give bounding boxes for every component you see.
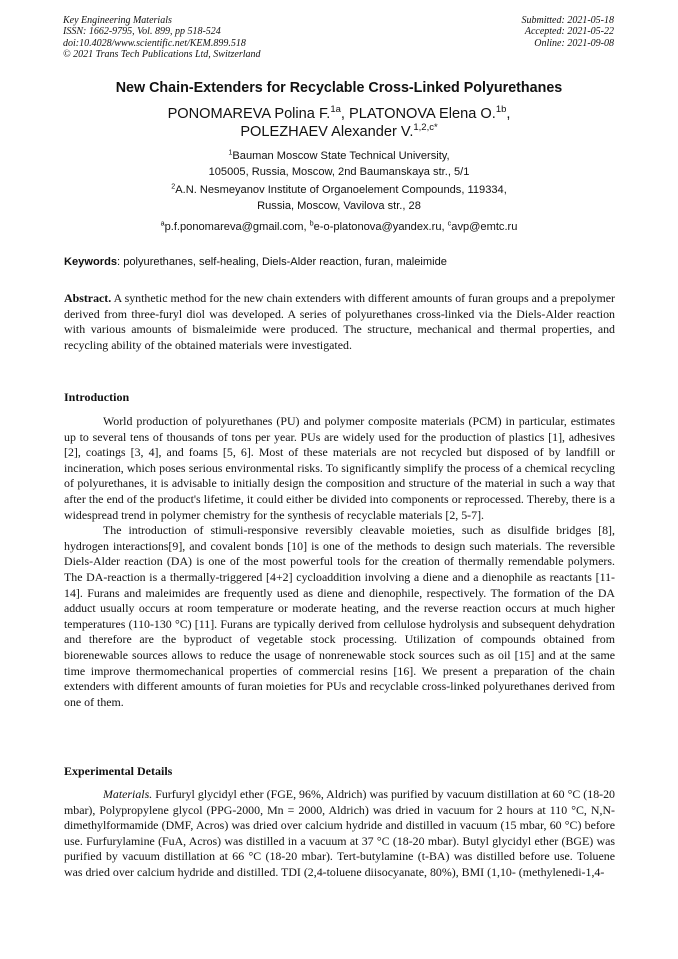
keywords-label: Keywords (64, 256, 118, 268)
introduction-body (64, 414, 615, 710)
email-address[interactable]: avp@emtc.ru (451, 221, 518, 233)
author-emails (0, 220, 678, 236)
email-mark: c (447, 218, 452, 228)
experimental-body (64, 787, 615, 881)
email-mark: a (160, 218, 165, 228)
materials-label: Materials. (103, 787, 153, 801)
keywords (64, 256, 616, 268)
paragraph: World production of polyurethanes (PU) and polymer composite materials (PCM) in particular, estimates up to several tens of thousands of tons per year. PUs are widely used for the production of plastics [1], adhesives [2], coatings [3, 4], and foams [5, 6]. Most of these materials are not recycled but disposed of by landfill or incineration, which poses serious environmental risks. To significantly simplify the process of a chemical recycling of polyurethanes, it is advisable to initially design the composition and structure of the material in such a way that after the end of the product's lifetime, it could either be divided into components or reprocessed. Thereby, there is a widespread trend in polymer chemistry for the synthesis of recyclable materials [2, 5-7]. (64, 414, 615, 522)
paragraph: The introduction of stimuli-responsive reversibly cleavable moieties, such as disulfide bridges [8], hydrogen interactions[9], and covalent bonds [10] is one of the methods to design such materials. The reversible Diels-Alder reaction (DA) is one of the most powerful tools for the creation of thermally remendable polymers. The DA-reaction is a thermally-triggered [4+2] cycloaddition involving a diene and a dienophile as reactants [11-14]. Furans and maleimides are frequently used as diene and dienophile, respectively. The formation of the DA adduct usually occurs at room temperature or moderate heating, and the reverse reaction occurs at much higher temperatures (110-130 °C) [11]. Furans are typically derived from cellulose hydrolysis and subsequent dehydration and therefore are the byproduct of vegetable stock processing. Utilization of compounds obtained from biorenewable sources allows to reduce the usage of nonrenewable stock sources such as oil [15] and at the same time improve thermomechanical properties of commercial resins [16]. We present a preparation of the chain extenders with different amounts of furan moieties for PUs and recyclable cross-linked polyurethanes derived from one of them. (64, 523, 615, 709)
date-accepted: Accepted: 2021-05-22 (524, 26, 614, 38)
submission-dates (522, 15, 615, 49)
date-online: Online: 2021-09-08 (534, 37, 614, 49)
paragraph-text: Furfuryl glycidyl ether (FGE, 96%, Aldrich) was purified by vacuum distillation at 60 °C (18-20 mbar), Polypropylene glycol (PPG-2000, Mn = 2000, Aldrich) was dried in vacuum for 2 hours at 110 °C, N,N-dimethylformamide (DMF, Acros) was dried over calcium hydride and distilled in vacuum (15 mbar, 60 °C) before use. Furfurylamine (FuA, Acros) was distilled in a vacuum at 37 °C (18-20 mbar). Butyl glycidyl ether (BGE) was purified by vacuum distillation at 66 °C (18-20 mbar). Tert-butylamine (t-BA) was distilled before use. Toluene was dried over calcium hydride and distilled. TDI (2,4-toluene diisocyanate, 80%), BMI (1,10- (methylenedi-1,4- (64, 787, 615, 879)
date-submitted: Submitted: 2021-05-18 (521, 15, 614, 26)
author-name: POLEZHAEV Alexander V. (240, 124, 414, 140)
author-name: PONOMAREVA Polina F. (167, 106, 331, 122)
affiliation-line: 105005, Russia, Moscow, 2nd Baumanskaya str., 5/1 (208, 165, 470, 178)
author-list: PONOMAREVA Polina F.$^{1a}$, PLATONOVA Elena O.$^{1b}$, POLEZHAEV Alexander V.$^{1,2,c*}$ (167, 104, 511, 140)
affiliation-mark: 1 (228, 147, 233, 157)
email-mark: b (309, 218, 314, 228)
paragraph (64, 787, 615, 881)
affiliation-2 (0, 183, 678, 214)
affiliation-line: Russia, Moscow, Vavilova str., 28 (257, 199, 421, 212)
abstract (64, 291, 615, 353)
affiliation-mark: 2 (171, 181, 176, 191)
author-affiliation-mark: 1,2,c* (413, 122, 438, 134)
paper-title: New Chain-Extenders for Recyclable Cross-Linked Polyurethanes (115, 80, 563, 96)
keywords-text: : polyurethanes, self-healing, Diels-Alder reaction, furan, maleimide (117, 256, 447, 268)
affiliation-line: Bauman Moscow State Technical University, (232, 150, 450, 162)
journal-metadata (63, 15, 261, 60)
email-address[interactable]: e-o-platonova@yandex.ru, (313, 221, 448, 233)
author-name: PLATONOVA Elena O. (348, 106, 496, 122)
section-heading-introduction: Introduction (64, 390, 130, 404)
journal-issn: ISSN: 1662-9795, Vol. 899, pp 518-524 (63, 26, 221, 38)
journal-name: Key Engineering Materials (63, 15, 172, 26)
abstract-label: Abstract. (64, 291, 112, 305)
abstract-text: A synthetic method for the new chain extenders with different amounts of furan groups and a prepolymer derived from three-furyl diol was developed. A series of polyurethanes cross-linked via the Diels-Alder reaction with various amounts of bismaleimide were produced. The structure, mechanical and thermal properties, and recycling ability of the obtained materials were investigated. (64, 291, 615, 352)
author-affiliation-mark: 1a (330, 104, 341, 116)
email-address[interactable]: p.f.ponomareva@gmail.com, (164, 221, 310, 233)
journal-doi: doi:10.4028/www.scientific.net/KEM.899.518 (63, 37, 246, 49)
affiliation-line: A.N. Nesmeyanov Institute of Organoelement Compounds, 119334, (175, 184, 507, 196)
author-affiliation-mark: 1b (495, 104, 507, 116)
journal-copyright: © 2021 Trans Tech Publications Ltd, Switzerland (63, 48, 261, 60)
affiliation-1 (0, 149, 678, 180)
section-heading-experimental: Experimental Details (64, 764, 173, 778)
